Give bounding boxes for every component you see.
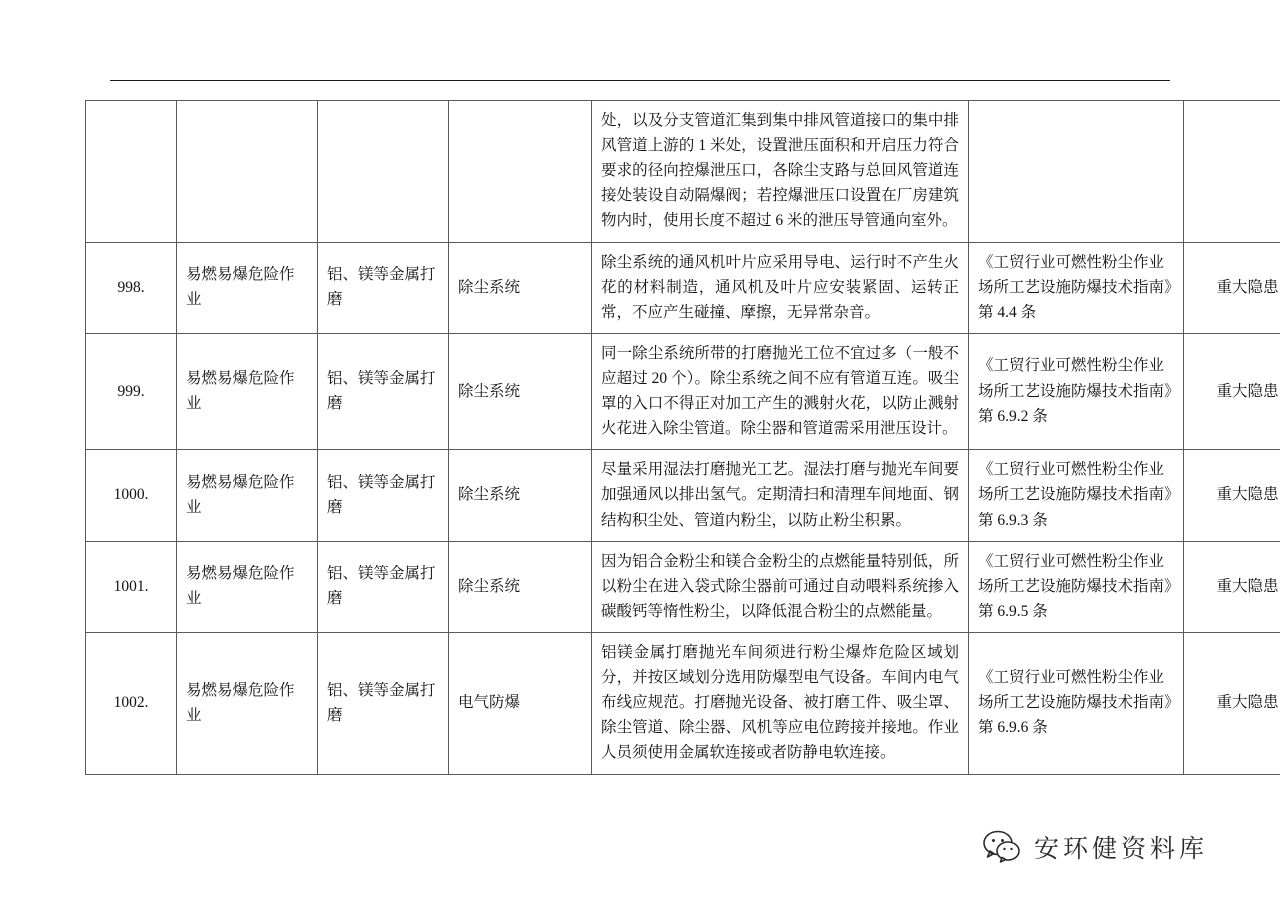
cell-description: 因为铝合金粉尘和镁合金粉尘的点燃能量特别低，所以粉尘在进入袋式除尘器前可通过自动喂料系统掺入碳酸钙等惰性粉尘，以降低混合粉尘的点燃能量。 <box>592 541 969 632</box>
cell-reference <box>969 101 1184 243</box>
table-row <box>86 333 1280 449</box>
cell-system: 除尘系统 <box>449 450 592 541</box>
cell-process: 铝、镁等金属打磨 <box>318 242 449 333</box>
cell-reference: 《工贸行业可燃性粉尘作业场所工艺设施防爆技术指南》第 6.9.3 条 <box>969 450 1184 541</box>
cell-process: 铝、镁等金属打磨 <box>318 541 449 632</box>
cell-description: 同一除尘系统所带的打磨抛光工位不宜过多（一般不应超过 20 个）。除尘系统之间不应有管道互连。吸尘罩的入口不得正对加工产生的溅射火花，以防止溅射火花进入除尘管道。除尘器和管道需采用泄压设计。 <box>592 333 969 449</box>
cell-process: 铝、镁等金属打磨 <box>318 632 449 774</box>
hazard-checklist-table <box>85 100 1280 775</box>
cell-description: 尽量采用湿法打磨抛光工艺。湿法打磨与抛光车间要加强通风以排出氢气。定期清扫和清理车间地面、钢结构积尘处、管道内粉尘，以防止粉尘积累。 <box>592 450 969 541</box>
cell-number: 998. <box>86 242 177 333</box>
cell-level: 重大隐患 <box>1184 541 1280 632</box>
cell-number <box>86 101 177 243</box>
cell-reference: 《工贸行业可燃性粉尘作业场所工艺设施防爆技术指南》第 6.9.2 条 <box>969 333 1184 449</box>
cell-description: 处，以及分支管道汇集到集中排风管道接口的集中排风管道上游的 1 米处，设置泄压面积和开启压力符合要求的径向控爆泄压口，各除尘支路与总回风管道连接处装设自动隔爆阀；若控爆泄压口设置在厂房建筑物内时，使用长度不超过 6 米的泄压导管通向室外。 <box>592 101 969 243</box>
cell-level: 重大隐患 <box>1184 242 1280 333</box>
cell-category: 易燃易爆危险作业 <box>177 632 318 774</box>
table-row <box>86 632 1280 774</box>
table-row <box>86 242 1280 333</box>
cell-system: 除尘系统 <box>449 333 592 449</box>
cell-description: 除尘系统的通风机叶片应采用导电、运行时不产生火花的材料制造，通风机及叶片应安装紧固、运转正常，不应产生碰撞、摩擦，无异常杂音。 <box>592 242 969 333</box>
cell-category: 易燃易爆危险作业 <box>177 242 318 333</box>
cell-system: 除尘系统 <box>449 242 592 333</box>
cell-system: 电气防爆 <box>449 632 592 774</box>
watermark-text: 安环健资料库 <box>1033 836 1208 863</box>
header-divider <box>110 80 1170 81</box>
table-row <box>86 450 1280 541</box>
cell-category <box>177 101 318 243</box>
cell-level: 重大隐患 <box>1184 333 1280 449</box>
cell-process <box>318 101 449 243</box>
cell-category: 易燃易爆危险作业 <box>177 333 318 449</box>
cell-number: 1000. <box>86 450 177 541</box>
watermark <box>982 827 1208 867</box>
cell-category: 易燃易爆危险作业 <box>177 541 318 632</box>
wechat-official-account-icon <box>982 827 1022 867</box>
table-row <box>86 541 1280 632</box>
cell-level: 重大隐患 <box>1184 450 1280 541</box>
cell-number: 1002. <box>86 632 177 774</box>
cell-process: 铝、镁等金属打磨 <box>318 333 449 449</box>
cell-level <box>1184 101 1280 243</box>
cell-reference: 《工贸行业可燃性粉尘作业场所工艺设施防爆技术指南》第 6.9.6 条 <box>969 632 1184 774</box>
table-row <box>86 101 1280 243</box>
cell-number: 999. <box>86 333 177 449</box>
cell-reference: 《工贸行业可燃性粉尘作业场所工艺设施防爆技术指南》第 4.4 条 <box>969 242 1184 333</box>
cell-reference: 《工贸行业可燃性粉尘作业场所工艺设施防爆技术指南》第 6.9.5 条 <box>969 541 1184 632</box>
cell-description: 铝镁金属打磨抛光车间须进行粉尘爆炸危险区域划分，并按区域划分选用防爆型电气设备。车间内电气布线应规范。打磨抛光设备、被打磨工件、吸尘罩、除尘管道、除尘器、风机等应电位跨接并接地。作业人员须使用金属软连接或者防静电软连接。 <box>592 632 969 774</box>
cell-system: 除尘系统 <box>449 541 592 632</box>
cell-process: 铝、镁等金属打磨 <box>318 450 449 541</box>
cell-category: 易燃易爆危险作业 <box>177 450 318 541</box>
cell-system <box>449 101 592 243</box>
cell-level: 重大隐患 <box>1184 632 1280 774</box>
cell-number: 1001. <box>86 541 177 632</box>
